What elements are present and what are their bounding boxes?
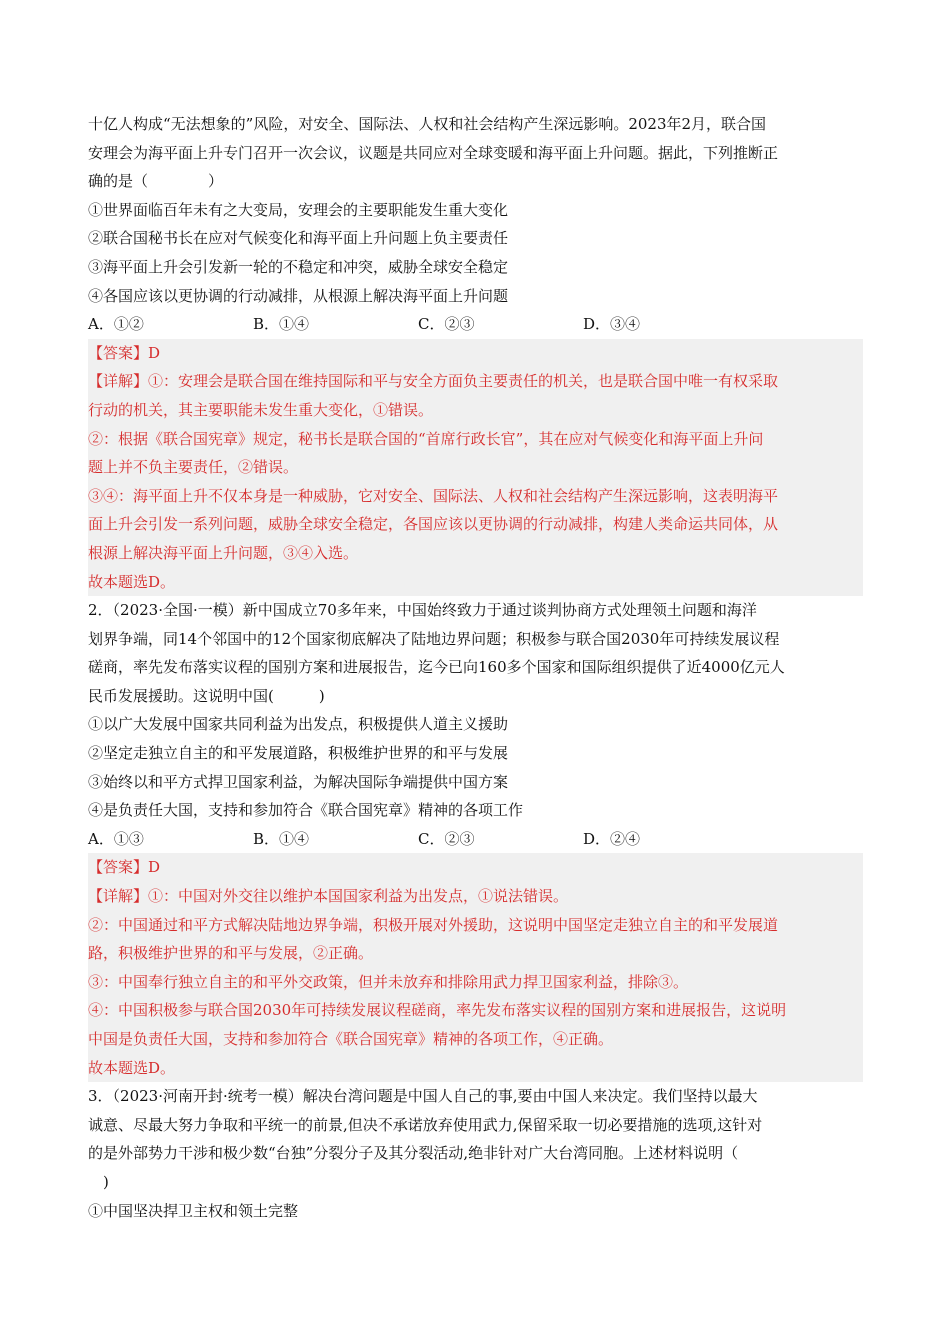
q1-detail-line: 题上并不负主要责任，②错误。 xyxy=(88,458,299,477)
document-page xyxy=(88,110,863,1225)
q2-detail-line: ②：中国通过和平方式解决陆地边界争端，积极开展对外援助，这说明中国坚定走独立自主的和平发展道 xyxy=(88,915,779,934)
q1-item: ②联合国秘书长在应对气候变化和海平面上升问题上负主要责任 xyxy=(88,229,509,248)
question-2 xyxy=(88,596,863,1082)
q2-options xyxy=(88,825,863,854)
q2-stem-line: 2．（2023·全国·一模）新中国成立70多年来，中国始终致力于通过谈判协商方式处理领土问题和海洋 xyxy=(88,601,757,620)
question-1 xyxy=(88,110,863,596)
q2-answer-block xyxy=(88,853,863,1082)
q1-stem-line: 确的是（ ） xyxy=(88,172,224,191)
q1-answer-block xyxy=(88,339,863,596)
q3-stem-line: 的是外部势力干涉和极少数“台独”分裂分子及其分裂活动,绝非针对广大台湾同胞。上述材料说明（ xyxy=(88,1144,739,1163)
q1-detail-line: 面上升会引发一系列问题，威胁全球安全稳定，各国应该以更协调的行动减排，构建人类命运共同体，从 xyxy=(88,515,779,534)
q3-stem-line: ) xyxy=(88,1172,109,1191)
q3-stem-line: 3．（2023·河南开封·统考一模）解决台湾问题是中国人自己的事,要由中国人来决定。我们坚持以最大 xyxy=(88,1087,758,1106)
q2-item: ①以广大发展中国家共同利益为出发点，积极提供人道主义援助 xyxy=(88,715,509,734)
q2-item: ③始终以和平方式捍卫国家利益，为解决国际争端提供中国方案 xyxy=(88,772,509,791)
q1-detail-line: 行动的机关，其主要职能未发生重大变化，①错误。 xyxy=(88,400,434,419)
q1-option-d: D．③④ xyxy=(583,315,641,334)
q3-item: ①中国坚决捍卫主权和领土完整 xyxy=(88,1201,299,1220)
q1-item: ③海平面上升会引发新一轮的不稳定和冲突，威胁全球安全稳定 xyxy=(88,257,509,276)
q1-item: ①世界面临百年未有之大变局，安理会的主要职能发生重大变化 xyxy=(88,200,509,219)
q2-detail-line: 路，积极维护世界的和平与发展，②正确。 xyxy=(88,944,374,963)
q2-option-a: A．①③ xyxy=(88,829,144,848)
q1-detail-line: 根源上解决海平面上升问题，③④入选。 xyxy=(88,543,359,562)
q1-option-b: B．①④ xyxy=(253,315,310,334)
q3-stem-line: 诚意、尽最大努力争取和平统一的前景,但决不承诺放弃使用武力,保留采取一切必要措施的选项,这针对 xyxy=(88,1115,763,1134)
q1-answer: 【答案】D xyxy=(88,343,161,362)
q2-detail-line: 中国是负责任大国，支持和参加符合《联合国宪章》精神的各项工作，④正确。 xyxy=(88,1030,614,1048)
q2-stem-line: 民币发展援助。这说明中国( ) xyxy=(88,686,325,705)
q2-option-d: D．②④ xyxy=(583,829,641,848)
q2-detail-line: ③：中国奉行独立自主的和平外交政策，但并未放弃和排除用武力捍卫国家利益，排除③。 xyxy=(88,972,689,991)
q2-item: ④是负责任大国，支持和参加符合《联合国宪章》精神的各项工作 xyxy=(88,801,524,820)
q1-item: ④各国应该以更协调的行动减排，从根源上解决海平面上升问题 xyxy=(88,286,509,305)
q1-detail-line: ②：根据《联合国宪章》规定，秘书长是联合国的“首席行政长官”，其在应对气候变化和海平面上升问 xyxy=(88,429,764,448)
q2-item: ②坚定走独立自主的和平发展道路，积极维护世界的和平与发展 xyxy=(88,744,509,763)
q1-stem-line: 安理会为海平面上升专门召开一次会议，议题是共同应对全球变暖和海平面上升问题。据此，下列推断正 xyxy=(88,143,779,162)
q1-detail-line: ③④：海平面上升不仅本身是一种威胁，它对安全、国际法、人权和社会结构产生深远影响，这表明海平 xyxy=(88,486,779,505)
q2-detail-line: 【详解】①：中国对外交往以维护本国国家利益为出发点，①说法错误。 xyxy=(88,887,569,906)
q1-detail-line: 故本题选D。 xyxy=(88,572,176,591)
q2-stem-line: 划界争端，同14个邻国中的12个国家彻底解决了陆地边界问题；积极参与联合国2030年可持续发展议程 xyxy=(88,629,780,648)
q1-option-c: C．②③ xyxy=(418,315,475,334)
q2-answer: 【答案】D xyxy=(88,858,161,877)
q2-option-c: C．②③ xyxy=(418,829,475,848)
q1-options xyxy=(88,310,863,339)
question-3 xyxy=(88,1082,863,1225)
q1-stem-line: 十亿人构成“无法想象的”风险，对安全、国际法、人权和社会结构产生深远影响。2023年2月，联合国 xyxy=(88,115,767,133)
q2-detail-line: 故本题选D。 xyxy=(88,1058,176,1077)
q2-stem-line: 磋商，率先发布落实议程的国别方案和进展报告，迄今已向160多个国家和国际组织提供了近4000亿元人 xyxy=(88,658,785,677)
q2-detail-line: ④：中国积极参与联合国2030年可持续发展议程磋商，率先发布落实议程的国别方案和进展报告，这说明 xyxy=(88,1001,787,1020)
q1-option-a: A．①② xyxy=(88,315,144,334)
q1-detail-line: 【详解】①：安理会是联合国在维持国际和平与安全方面负主要责任的机关，也是联合国中唯一有权采取 xyxy=(88,372,779,391)
q2-option-b: B．①④ xyxy=(253,829,310,848)
